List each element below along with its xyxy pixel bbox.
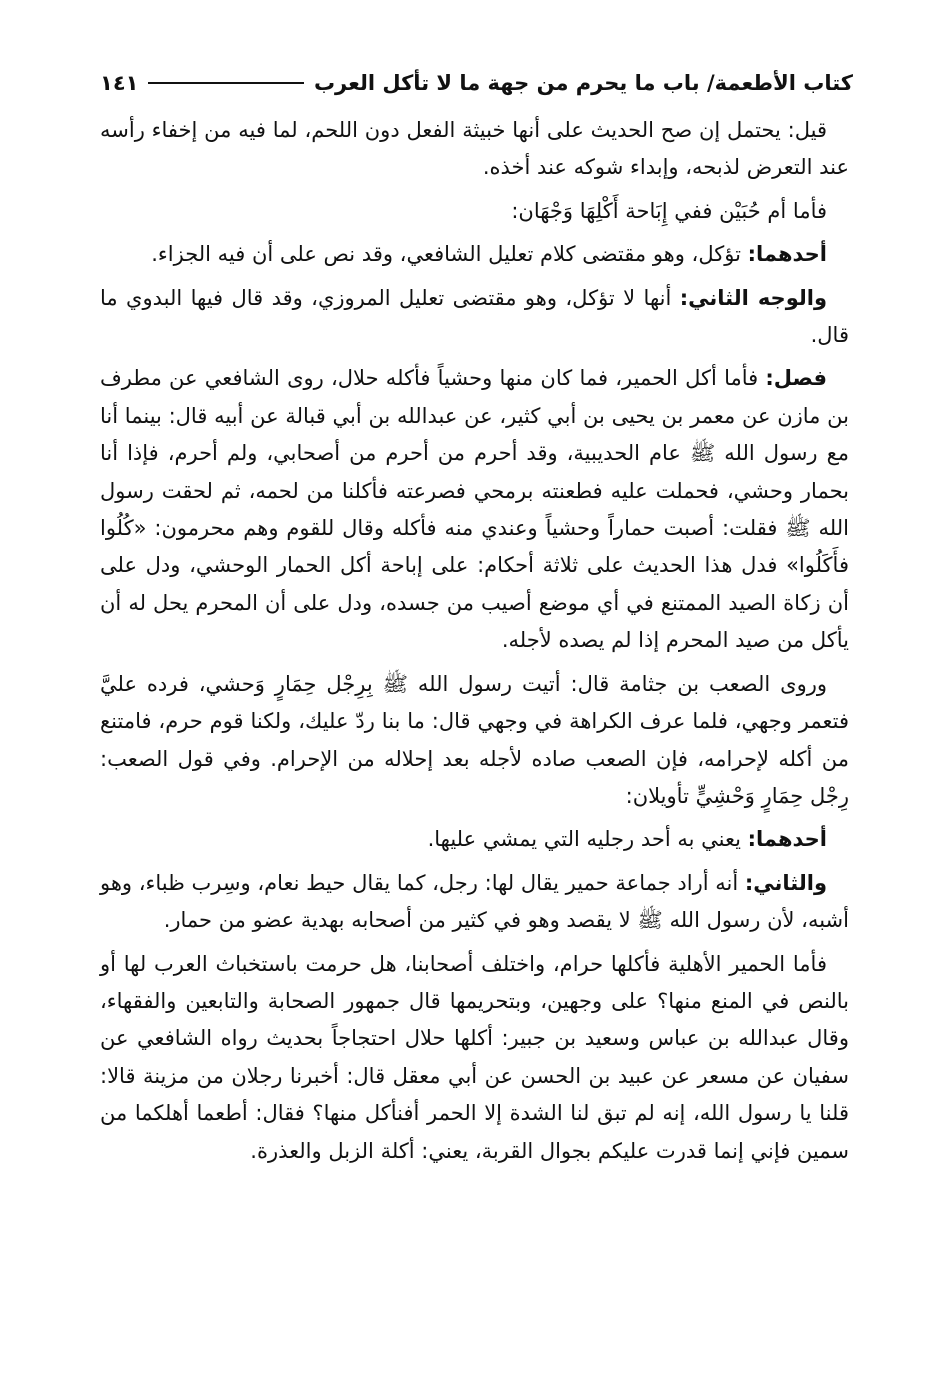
paragraph-text: فأما أم حُبَيْن ففي إِبَاحة أَكْلِهَا وَجْهَان: bbox=[511, 198, 827, 223]
paragraph-text: يعني به أحد رجليه التي يمشي عليها. bbox=[427, 827, 748, 852]
paragraph bbox=[100, 666, 849, 816]
paragraph-lead: والوجه الثاني: bbox=[679, 285, 827, 310]
paragraph bbox=[100, 821, 849, 858]
paragraph-text: فأما الحمير الأهلية فأكلها حرام، واختلف أصحابنا، هل حرمت باستخباث العرب لها أو بالنص في المنع منها؟ على وجهين، وبتحريمها قال جمهور الصحابة والتابعين والفقهاء، وقال عبدالله بن عباس وسعيد بن جبير: أكلها حلال احتجاجاً بحديث رواه الشافعي عن سفيان عن مسعر عن عبيد بن الحسن عن أبي معقل قال: أخبرنا رجلان من مزينة قالا: قلنا يا رسول الله، إنه لم تبق لنا الشدة إلا الحمر أفنأكل منها؟ فقال: أطعما أهلكما من سمين فإني إنما قدرت عليكم بجوال القربة، يعني: أكلة الزبل والعذرة. bbox=[100, 951, 849, 1163]
paragraph-lead: والثاني: bbox=[744, 870, 827, 895]
paragraph bbox=[100, 946, 849, 1170]
paragraph-lead: أحدهما: bbox=[747, 827, 827, 852]
paragraph-lead: فصل: bbox=[765, 366, 827, 391]
paragraph bbox=[100, 236, 849, 273]
paragraph bbox=[100, 280, 849, 355]
paragraph-text: وروى الصعب بن جثامة قال: أتيت رسول الله ﷺ بِرِجْل حِمَارٍ وَحشي، فرده عليَّ فتعمر وجهي، فلما عرف الكراهة في وجهي قال: ما بنا ردّ عليك، ولكنا قوم حرم، فامتنع من أكله لإحرامه، فإن الصعب صاده لأجله بعد إحلاله من الإحرام. وفي قول الصعب: رِجْل حِمَارٍ وَحْشِيٍّ تأويلان: bbox=[100, 671, 849, 808]
paragraph-text: قيل: يحتمل إن صح الحديث على أنها خبيثة الفعل دون اللحم، لما فيه من إخفاء رأسه عند التعرض لذبحه، وإبداء شوكه عند أخذه. bbox=[100, 118, 849, 180]
page-number: ١٤١ bbox=[100, 71, 139, 95]
paragraph bbox=[100, 865, 849, 940]
body-text bbox=[100, 112, 849, 1176]
paragraph-text: تؤكل، وهو مقتضى كلام تعليل الشافعي، وقد نص على أن فيه الجزاء. bbox=[151, 242, 748, 267]
header-title: كتاب الأطعمة/ باب ما يحرم من جهة ما لا تأكل العرب bbox=[313, 71, 853, 95]
running-header bbox=[100, 66, 853, 100]
paragraph bbox=[100, 193, 849, 230]
paragraph-lead: أحدهما: bbox=[747, 242, 827, 267]
paragraph-text: أنها لا تؤكل، وهو مقتضى تعليل المروزي، وقد قال فيها البدوي ما قال. bbox=[100, 285, 849, 348]
paragraph bbox=[100, 112, 849, 187]
paragraph-text: فأما أكل الحمير، فما كان منها وحشياً فأكله حلال، روى الشافعي عن مطرف بن مازن عن معمر بن يحيى بن أبي كثير، عن عبدالله بن أبي قبالة عن أبيه قال: بينما أنا مع رسول الله ﷺ عام الحديبية، وقد أحرم من أحرم من أصحابي، ولم أحرم، فإذا أنا بحمار وحشي، فحملت عليه فطعنته برمحي فصرعته فأكلنا من لحمه، ثم لحقت رسول الله ﷺ فقلت: أصبت حماراً وحشياً وعندي منه فأكله وقال للقوم وهم محرمون: «كُلُوا فأَكَلُوا» فدل هذا الحديث على ثلاثة أحكام: على إباحة أكل الحمار الوحشي، ودل على أن زكاة الصيد الممتنع في أي موضع أصيب من جسده، ودل على أن المحرم يحل له أن يأكل من صيد المحرم إذا لم يصده لأجله. bbox=[100, 366, 849, 653]
paragraph-text: أنه أراد جماعة حمير يقال لها: رجل، كما يقال حيط نعام، وسِرب ظباء، وهو أشبه، لأن رسول الله ﷺ لا يقصد وهو في كثير من أصحابه بهدية عضو من حمار. bbox=[100, 870, 849, 933]
header-rule bbox=[148, 82, 303, 84]
paragraph bbox=[100, 360, 849, 659]
